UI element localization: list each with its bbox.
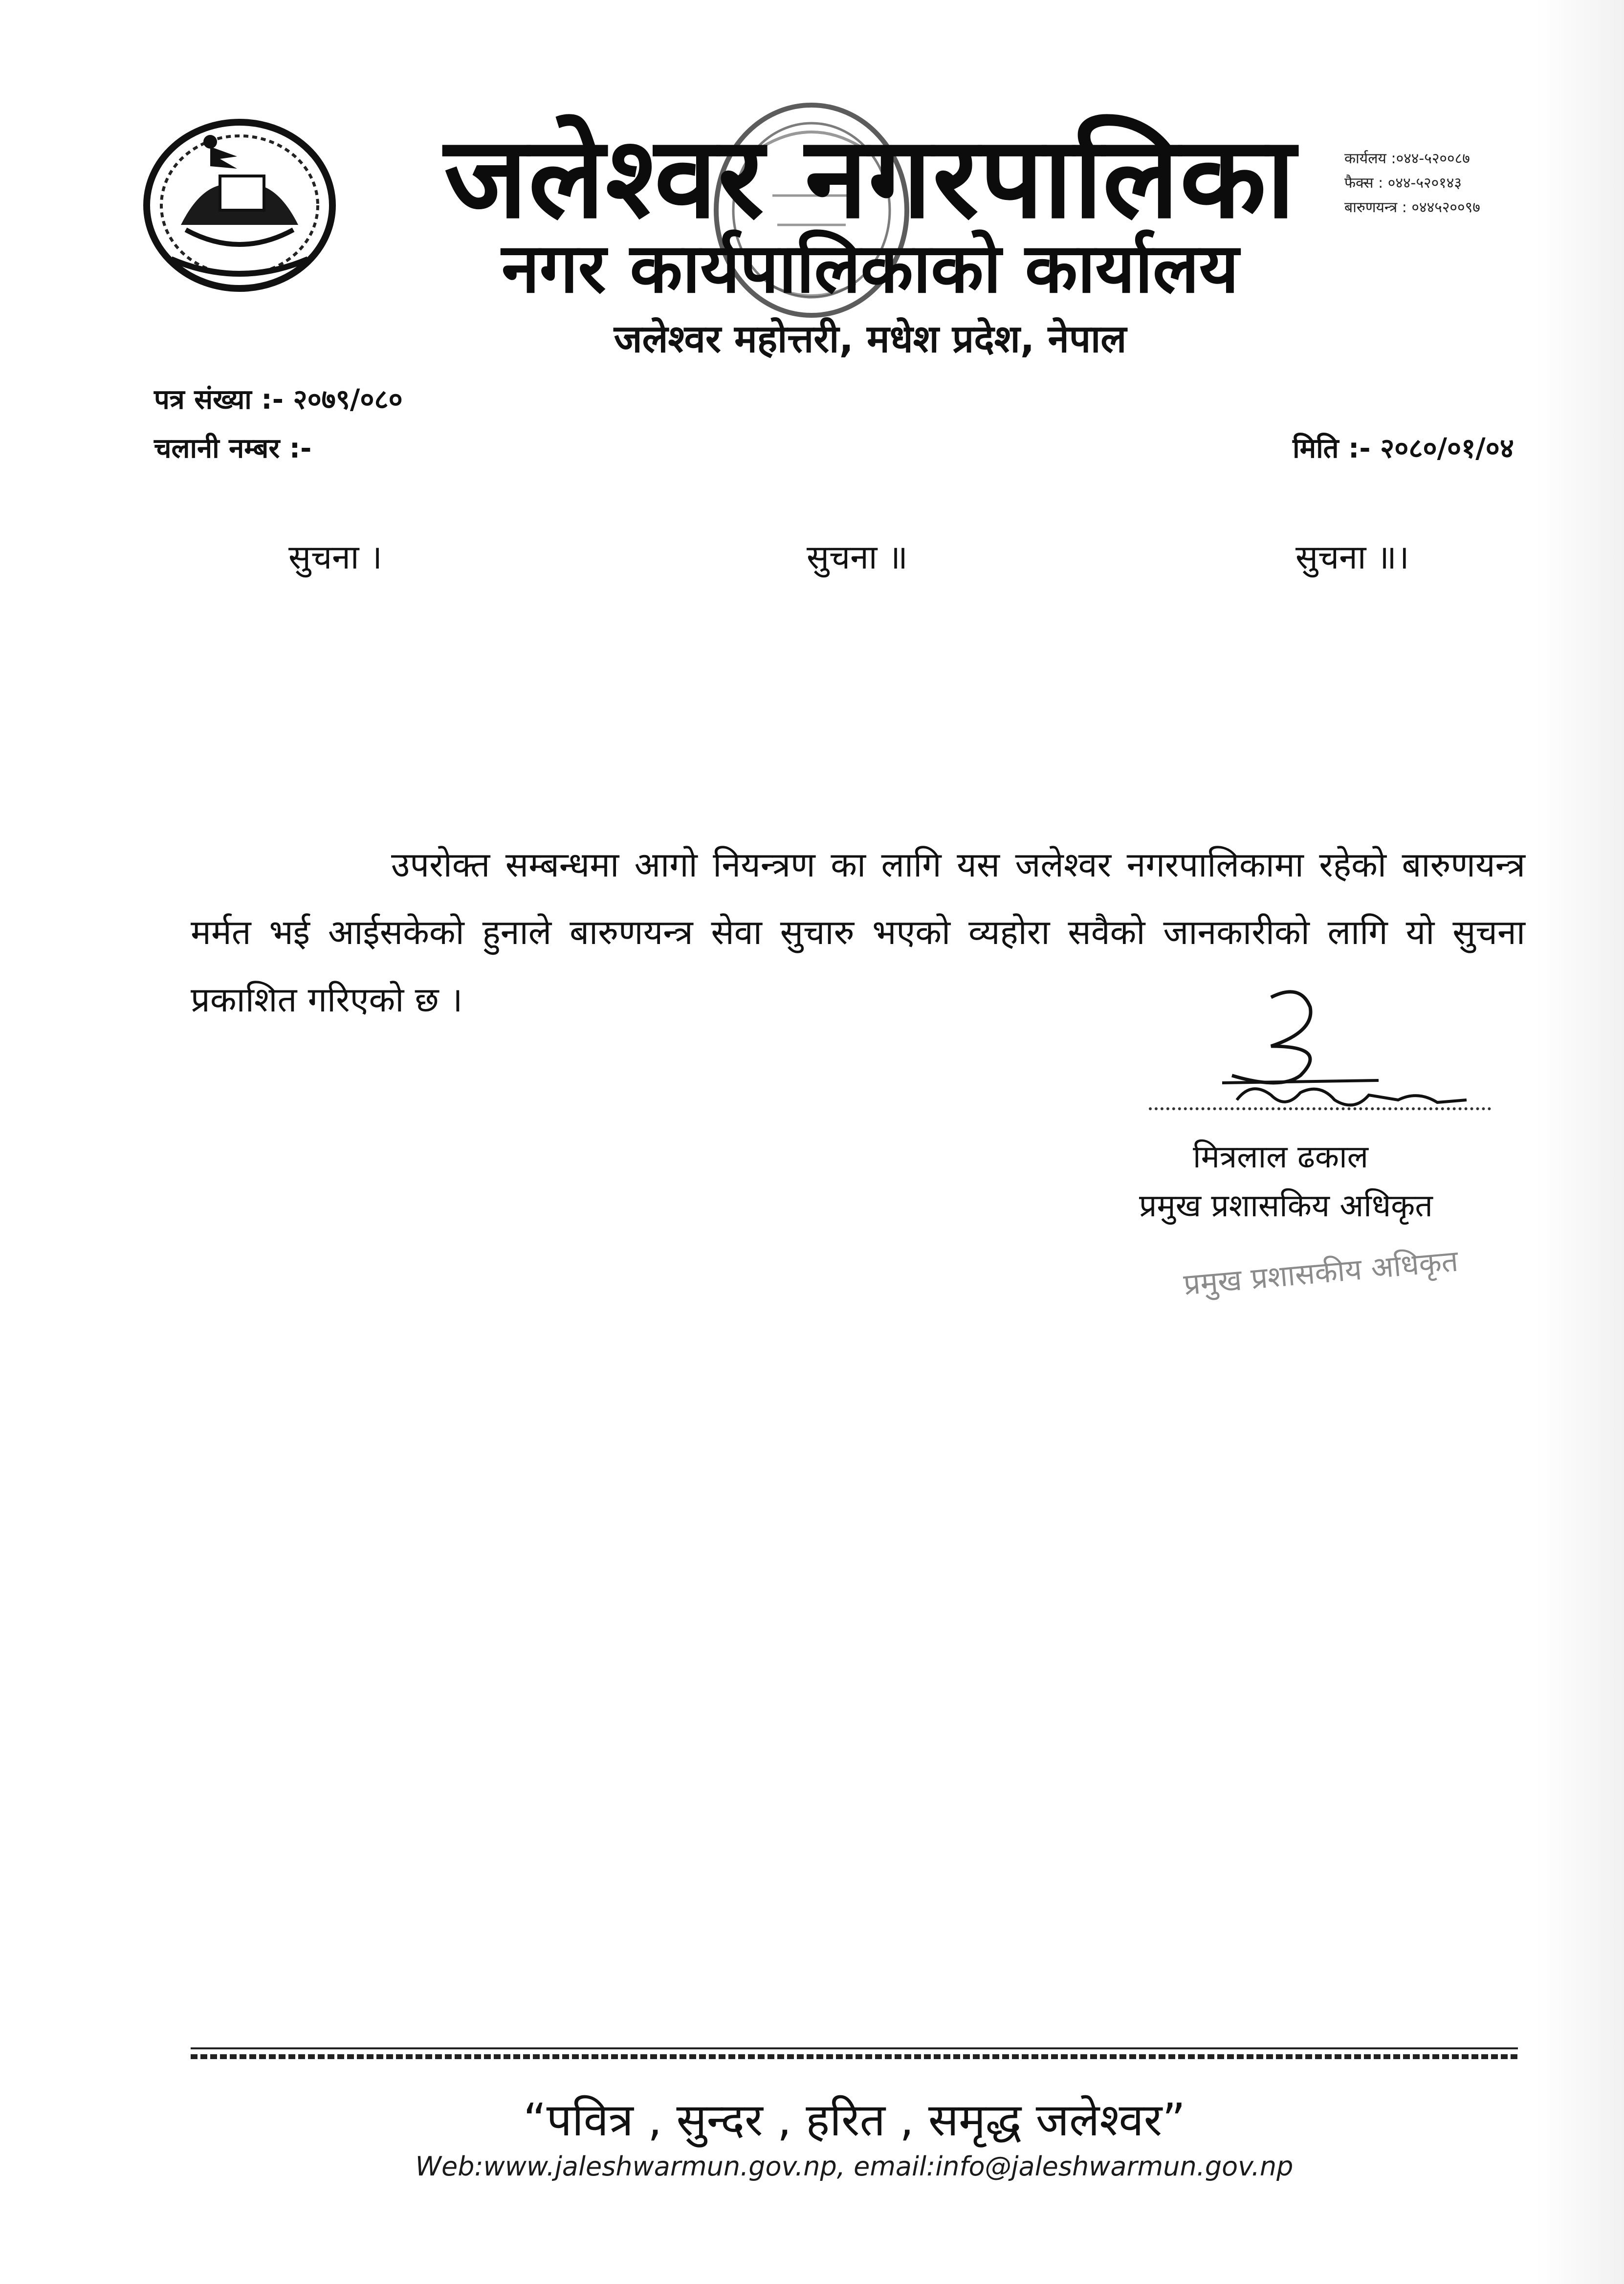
office-subtitle: नगर कार्यपालिकाको कार्यालय <box>501 229 1239 308</box>
dispatch-number: चलानी नम्बर :- <box>154 433 312 464</box>
letter-number: पत्र संख्या :- २०७९/०८० <box>154 384 403 416</box>
municipality-slogan: “पवित्र , सुन्दर , हरित , समृद्ध जलेश्वर” <box>523 2094 1185 2146</box>
office-address: जलेश्वर महोत्तरी, मधेश प्रदेश, नेपाल <box>614 317 1127 361</box>
notice-heading-1: सुचना । <box>288 538 382 577</box>
footer-decorative-rule <box>191 2046 1518 2061</box>
notice-heading-2: सुचना ॥ <box>807 538 908 577</box>
signature-block <box>1124 978 1515 1320</box>
notice-paragraph: उपरोक्त सम्बन्धमा आगो नियन्त्रण का लागि यस जलेश्वर नगरपालिकामा रहेको बारुणयन्त्र मर्मत भई आईसकेको हुनाले बारुणयन्त्र सेवा सुचारु भएको व्यहोरा सवैको जानकारीको लागि यो सुचना प्रकाशित गरिएको छ । <box>191 845 1525 1020</box>
contact-numbers <box>1344 147 1540 220</box>
website-email: Web:www.jaleshwarmun.gov.np, email:info@jaleshwarmun.gov.np <box>415 2151 1294 2182</box>
page-edge-shadow <box>1536 0 1624 2284</box>
nepal-emblem-icon <box>137 112 342 298</box>
handwritten-signature <box>1124 978 1515 1124</box>
signatory-title: प्रमुख प्रशासकिय अधिकृत <box>1139 1188 1433 1224</box>
fax-number: फैक्स : ०४४-५२०१४३ <box>1344 175 1462 192</box>
signature-dotted-line <box>1149 1107 1491 1110</box>
signatory-name: मित्रलाल ढकाल <box>1193 1139 1369 1175</box>
notice-heading-3: सुचना ॥। <box>1295 538 1409 577</box>
municipality-title: जलेश्वर नगरपालिका <box>444 113 1296 243</box>
office-phone: कार्यलय :०४४-५२००८७ <box>1344 150 1470 167</box>
fire-brigade-phone: बारुणयन्त्र : ०४४५२००९७ <box>1344 199 1480 216</box>
designation-stamp: प्रमुख प्रशासकीय अधिकृत <box>1182 1244 1460 1302</box>
letter-date: मिति :- २०८०/०१/०४ <box>1293 433 1514 464</box>
